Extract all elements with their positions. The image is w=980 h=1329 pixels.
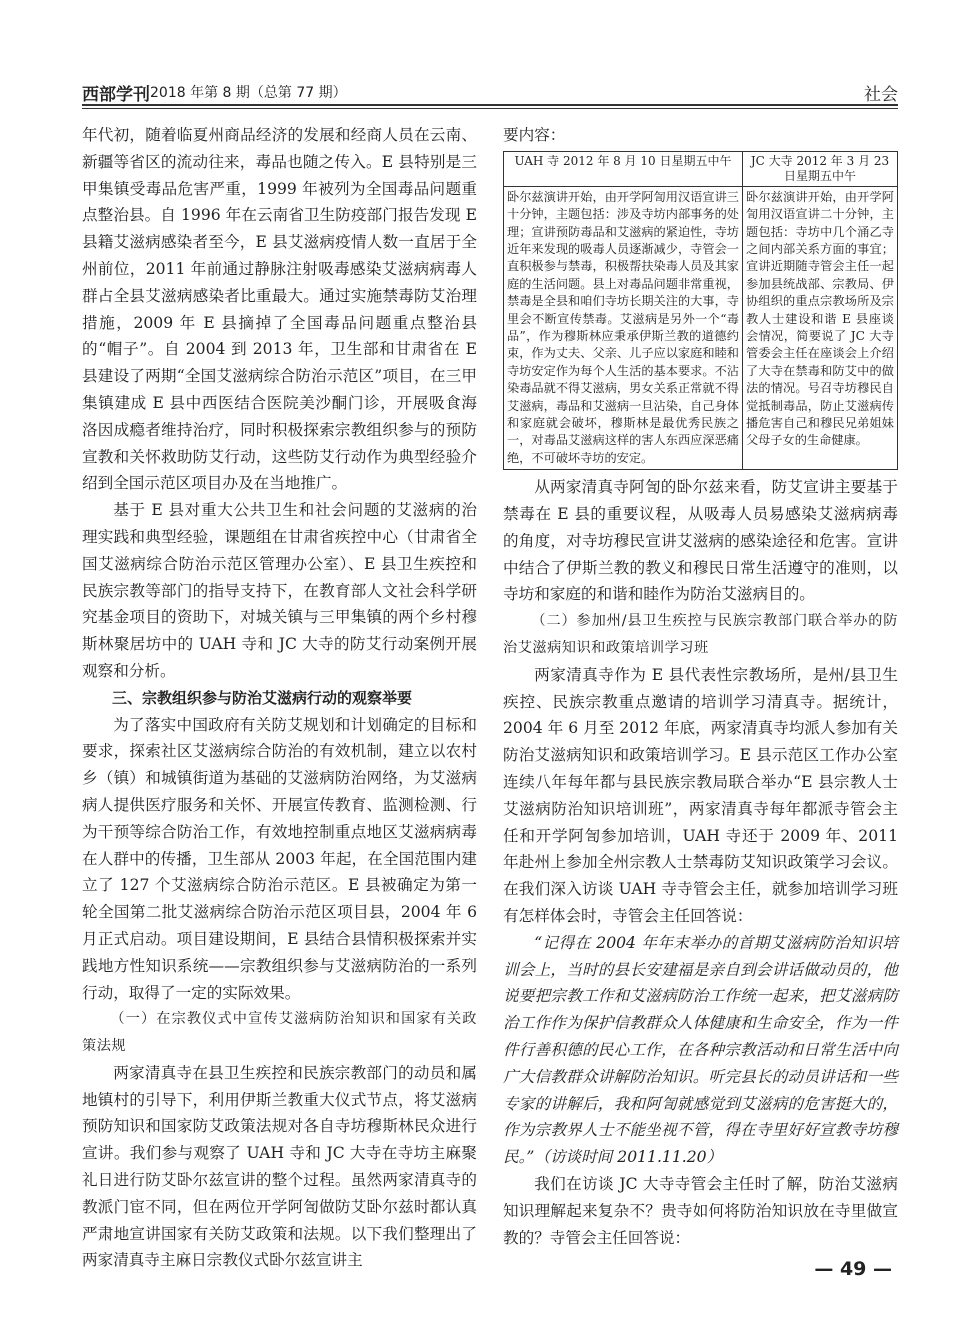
paragraph: 两家清真寺在县卫生疾控和民族宗教部门的动员和属地镇村的引导下，利用伊斯兰教重大仪式节点，将艾滋病预防知识和国家防艾政策法规对各自寺坊穆斯林民众进行宣讲。我们参与观察了 UAH 寺和 JC 大寺在寺坊主麻聚礼日进行防艾卧尔兹宣讲的整个过程。虽然两家清真寺的教派门宦不同，但在两位开学阿訇做防艾卧尔兹时都认真严肃地宣讲国家有关防艾政策和法规。以下我们整理出了两家清真寺主麻日宗教仪式卧尔兹宣讲主 <box>82 1063 477 1270</box>
header-rule <box>82 104 898 106</box>
journal-title: 西部学刊 <box>82 85 150 105</box>
subsection-heading: （二）参加州/县卫生疾控与民族宗教部门联合举办的防治艾滋病知识和政策培训学习班 <box>503 613 898 657</box>
paragraph: 两家清真寺作为 E 县代表性宗教场所，是州/县卫生疾控、民族宗教重点邀请的培训学习清真寺。据统计，2004 年 6 月至 2012 年底，两家清真寺均派人参加有关防治艾滋病知识和政策培训学习。E 县示范区工作办公室连续八年每年都与县民族宗教局联合举办“E 县宗教人士艾滋病防治知识培训班”，两家清真寺每年都派寺管会主任和开学阿訇参加培训，UAH 寺还于 2009 年、2011 年赴州上参加全州宗教人士禁毒防艾知识政策学习会议。在我们深入访谈 UAH 寺寺管会主任，就参加培训学习班有怎样体会时，寺管会主任回答说： <box>503 665 898 926</box>
table-header: UAH 寺 2012 年 8 月 10 日星期五中午 <box>504 151 743 186</box>
section-label: 社会 <box>864 85 898 105</box>
comparison-table <box>503 151 898 471</box>
page-number: — 49 — <box>814 1258 892 1280</box>
table-cell: 卧尔兹演讲开始，由开学阿訇用汉语宣讲二十分钟，主题包括：寺坊中几个涌乙寺之间内部关系方面的事宜；宣讲近期随寺管会主任一起参加县统战部、宗教局、伊协组织的重点宗教场所及宗教人士建设和谐 E 县座谈会情况，简要说了 JC 大寺管委会主任在座谈会上介绍了大寺在禁毒和防艾中的做法的情况。号召寺坊穆民自觉抵制毒品，防止艾滋病传播危害自己和穆民兄弟姐妹父母子女的生命健康。 <box>743 186 898 470</box>
paragraph: 基于 E 县对重大公共卫生和社会问题的艾滋病的治理实践和典型经验，课题组在甘肃省疾控中心（甘肃省全国艾滋病综合防治示范区管理办公室）、E 县卫生疾控和民族宗教等部门的指导支持下，在教育部人文社会科学研究基金项目的资助下，对城关镇与三甲集镇的两个乡村穆斯林聚居坊中的 UAH 寺和 JC 大寺的防艾行动案例开展观察和分析。 <box>82 501 477 680</box>
section-heading: 三、宗教组织参与防治艾滋病行动的观察举要 <box>112 688 413 707</box>
left-column <box>82 122 477 1274</box>
table-cell: 卧尔兹演讲开始，由开学阿訇用汉语宣讲三十分钟，主题包括：涉及寺坊内部事务的处理；宣讲预防毒品和艾滋病的紧迫性，寺坊近年来发现的吸毒人员逐渐减少，寺管会一直积极参与禁毒，积极帮扶染毒人员及其家庭的生活问题。县上对毒品问题非常重视，禁毒是全县和咱们寺坊长期关注的大事，寺里会不断宣传禁毒。艾滋病是另外一个“毒品”，作为穆斯林应秉承伊斯兰教的道德约束，作为丈夫、父亲、儿子应以家庭和睦和寺坊安定作为每个人生活的基本要求。不沾染毒品就不得艾滋病，男女关系正常就不得艾滋病，毒品和艾滋病一旦沾染，自己身体和家庭就会破坏，穆斯林是最优秀民族之一，对毒品艾滋病这样的害人东西应深恶痛绝，不可破坏寺坊的安定。 <box>504 186 743 470</box>
issue-info: 2018 年第 8 期（总第 77 期） <box>150 85 347 101</box>
paragraph: 年代初，随着临夏州商品经济的发展和经商人员在云南、新疆等省区的流动往来，毒品也随之传入。E 县特别是三甲集镇受毒品危害严重，1999 年被列为全国毒品问题重点整治县。自 1996 年在云南省卫生防疫部门报告发现 E 县籍艾滋病感染者至今，E 县艾滋病疫情人数一直居于全州前位，2011 年前通过静脉注射吸毒感染艾滋病病毒人群占全县艾滋病感染者比重最大。通过实施禁毒防艾治理措施，2009 年 E 县摘掉了全国毒品问题重点整治县的“帽子”。自 2004 到 2013 年，卫生部和甘肃省在 E 县建设了两期“全国艾滋病综合防治示范区”项目，在三甲集镇建成 E 县中西医结合医院美沙酮门诊，开展吸食海洛因成瘾者维持治疗，同时积极探索宗教组织参与的预防宣教和关怀救助防艾行动，这些防艾行动作为典型经验介绍到全国示范区项目办及在当地推广。 <box>82 126 477 493</box>
paragraph: 从两家清真寺阿訇的卧尔兹来看，防艾宣讲主要基于禁毒在 E 县的重要议程，从吸毒人员易感染艾滋病病毒的角度，对寺坊穆民宣讲艾滋病的感染途径和危害。宣讲中结合了伊斯兰教的教义和穆民日常生活遵守的准则，以寺坊和家庭的和谐和睦作为防治艾滋病目的。 <box>503 478 898 604</box>
header-rule-thin <box>82 108 898 109</box>
subsection-heading: （一）在宗教仪式中宣传艾滋病防治知识和国家有关政策法规 <box>82 1011 477 1055</box>
paragraph: 为了落实中国政府有关防艾规划和计划确定的目标和要求，探索社区艾滋病综合防治的有效机制，建立以农村乡（镇）和城镇街道为基础的艾滋病防治网络，为艾滋病病人提供医疗服务和关怀、开展宣传教育、监测检测、行为干预等综合防治工作，有效地控制重点地区艾滋病病毒在人群中的传播，卫生部从 2003 年起，在全国范围内建立了 127 个艾滋病综合防治示范区。E 县被确定为第一轮全国第二批艾滋病综合防治示范区项目县，2004 年 6 月正式启动。项目建设期间，E 县结合县情积极探索并实践地方性知识系统——宗教组织参与艾滋病防治的一系列行动，取得了一定的实际效果。 <box>82 715 477 1002</box>
table-header: JC 大寺 2012 年 3 月 23 日星期五中午 <box>743 151 898 186</box>
table-row <box>504 186 898 470</box>
interview-quote: “记得在 2004 年年末举办的首期艾滋病防治知识培训会上，当时的县长安建福是亲自到会讲话做动员的，他说要把宗教工作和艾滋病防治工作统一起来，把艾滋病防治工作作为保护信教群众人体健康和生命安全，作为一件件行善积德的民心工作，在各种宗教活动和日常生活中向广大信教群众讲解防治知识。听完县长的动员讲话和一些专家的讲解后，我和阿訇就感觉到艾滋病的危害挺大的，作为宗教界人士不能坐视不管，得在寺里好好宣教寺坊穆民。”（访谈时间 2011.11.20） <box>503 933 898 1167</box>
table-header-row <box>504 151 898 186</box>
paragraph: 我们在访谈 JC 大寺寺管会主任时了解，防治艾滋病知识理解起来复杂不？贵寺如何将防治知识放在寺里做宣教的？寺管会主任回答说： <box>503 1175 898 1247</box>
paragraph: 要内容： <box>503 126 566 144</box>
right-column <box>503 122 898 1251</box>
